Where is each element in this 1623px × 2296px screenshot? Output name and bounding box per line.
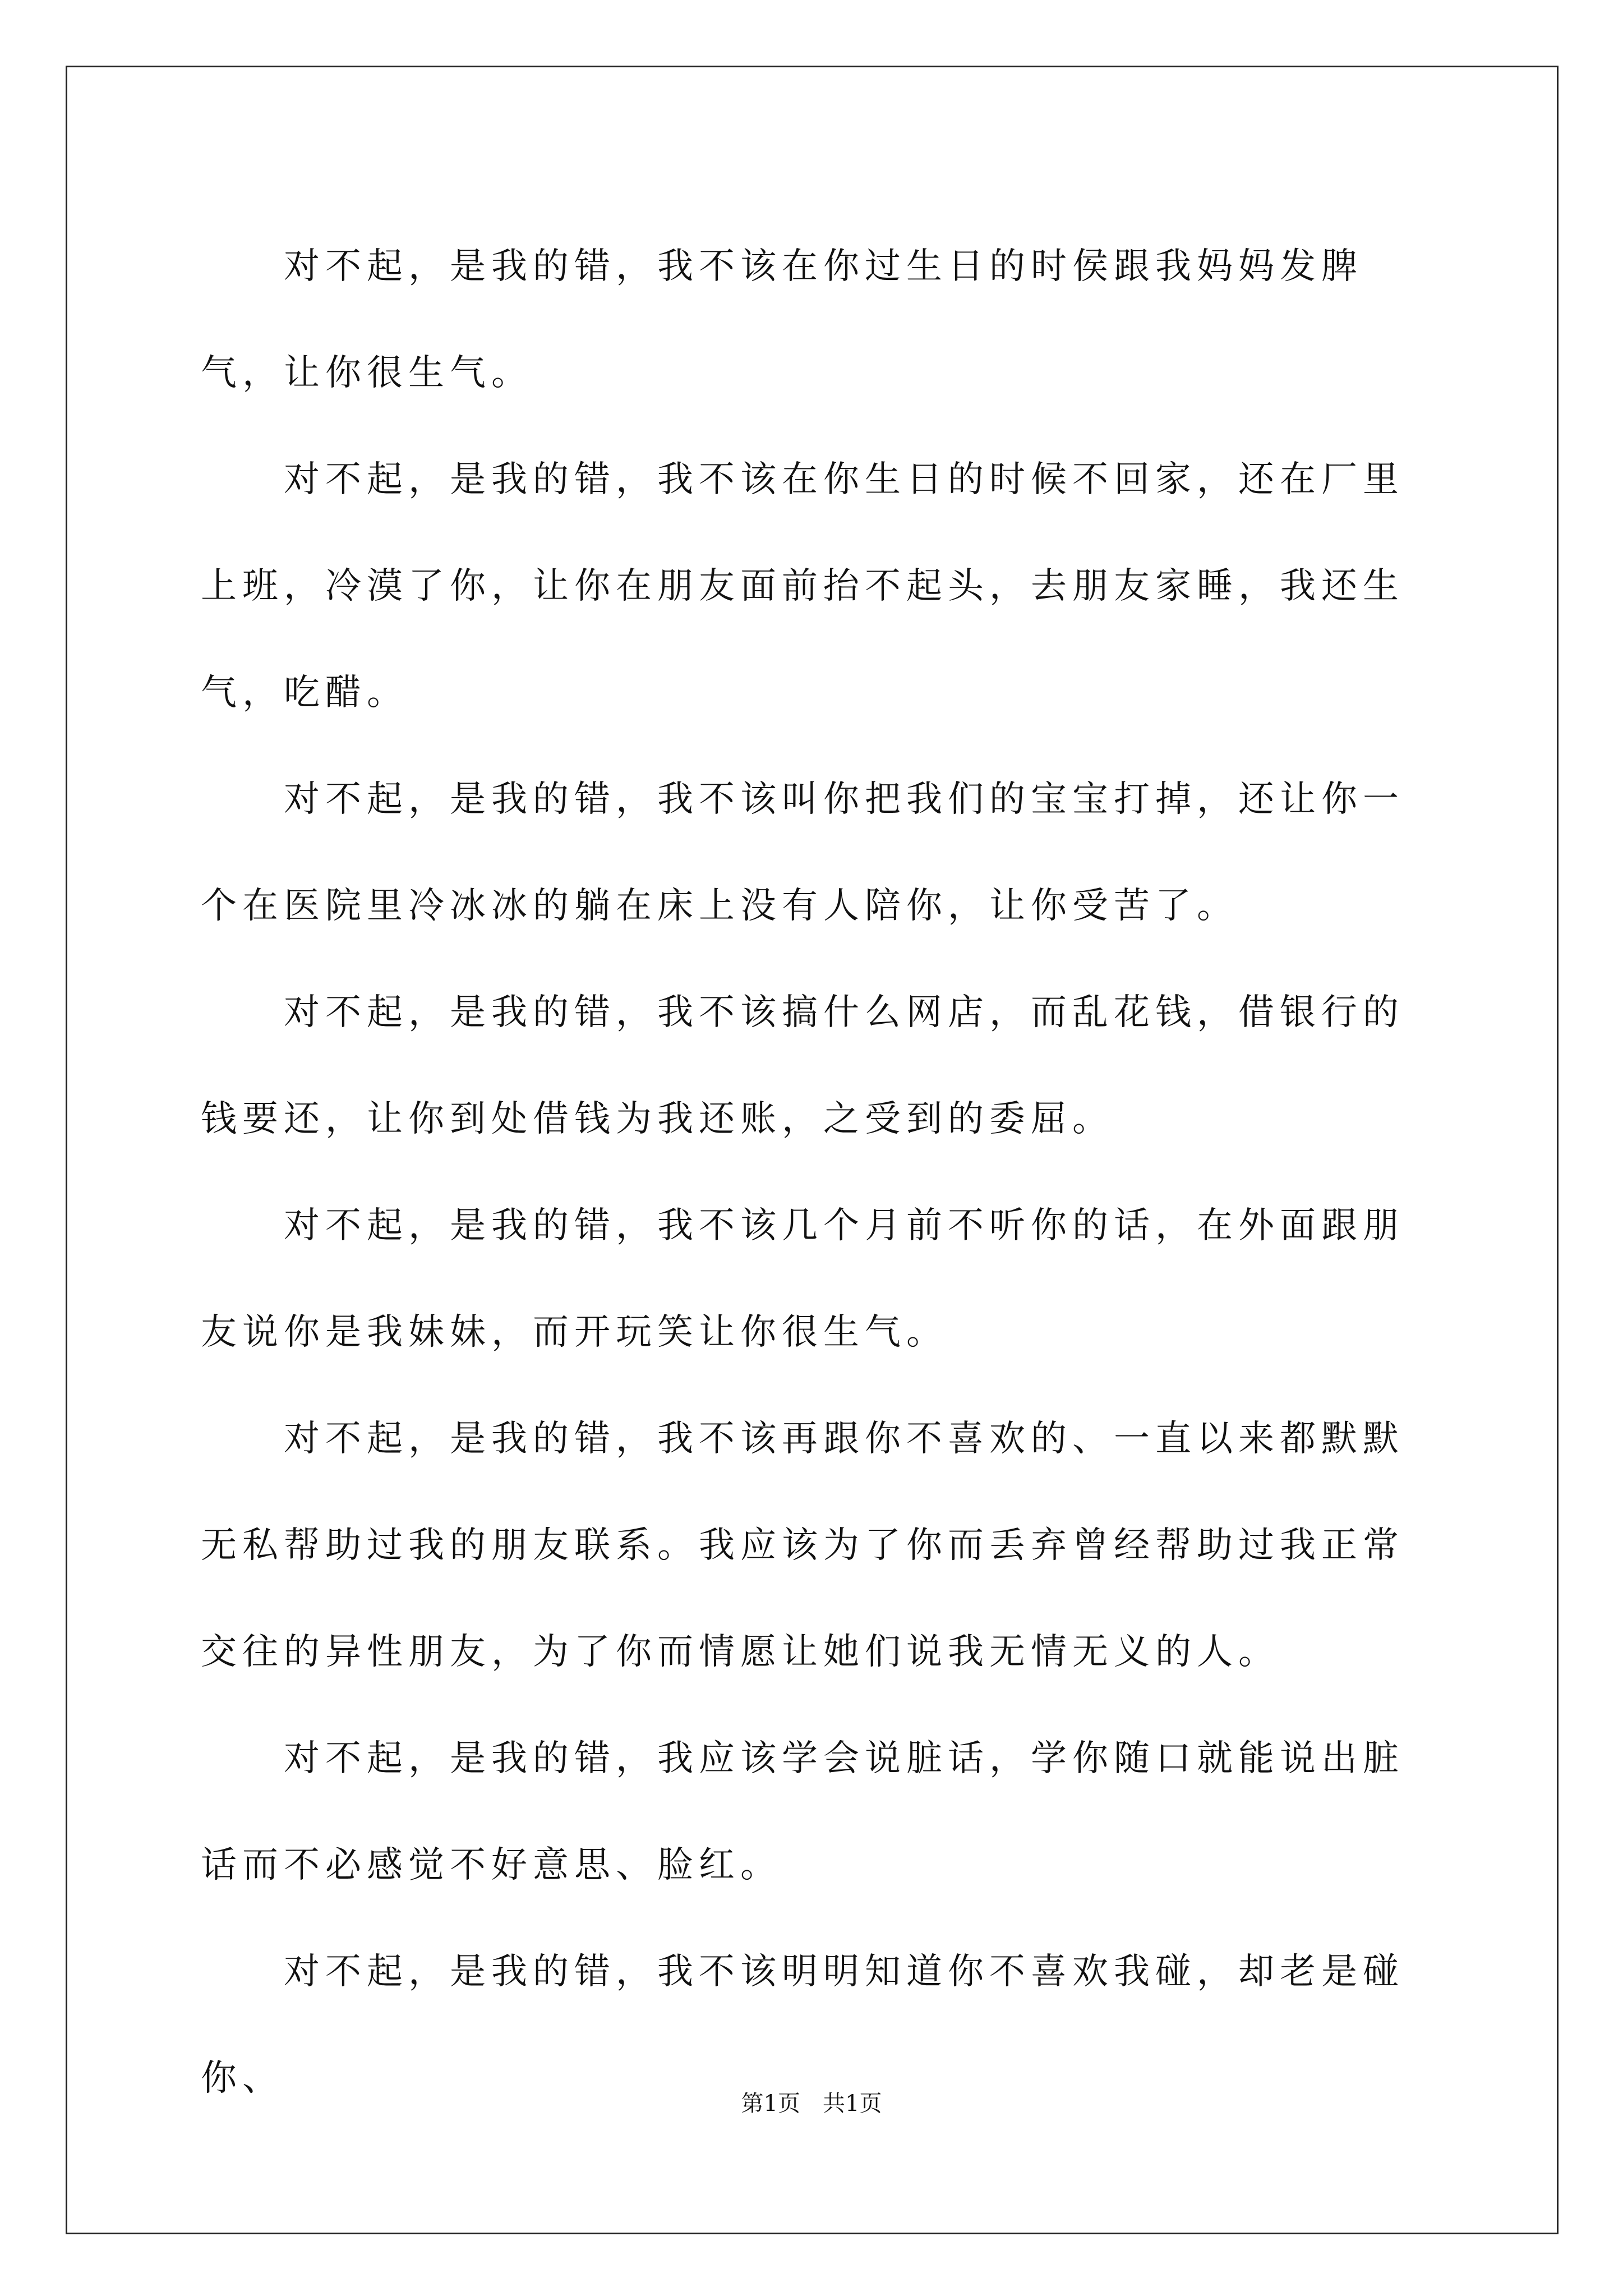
paragraph: 对不起，是我的错，我不该叫你把我们的宝宝打掉，还让你一个在医院里冷冰冰的躺在床上没有人陪你，让你受苦了。: [201, 779, 1404, 927]
document-body: [201, 213, 1429, 2132]
paragraph: 对不起，是我的错，我不该几个月前不听你的话，在外面跟朋友说你是我妹妹，而开玩笑让你很生气。: [201, 1205, 1404, 1353]
paragraph: 对不起，是我的错，我不该再跟你不喜欢的、一直以来都默默无私帮助过我的朋友联系。我应该为了你而丢弃曾经帮助过我正常交往的异性朋友，为了你而情愿让她们说我无情无义的人。: [201, 1418, 1404, 1673]
paragraph: 对不起，是我的错，我不该在你生日的时候不回家，还在厂里上班，冷漠了你，让你在朋友面前抬不起头，去朋友家睡，我还生气，吃醋。: [201, 459, 1404, 714]
paragraph: 对不起，是我的错，我不该在你过生日的时侯跟我妈妈发脾气，让你很生气。: [201, 246, 1363, 394]
page-number-footer: 第1页 共1页: [741, 2091, 882, 2116]
paragraph: 对不起，是我的错，我不该搞什么网店，而乱花钱，借银行的钱要还，让你到处借钱为我还账，之受到的委屈。: [201, 992, 1404, 1140]
paragraph: 对不起，是我的错，我不该明明知道你不喜欢我碰，却老是碰你、: [201, 1951, 1404, 2099]
paragraph: 对不起，是我的错，我应该学会说脏话，学你随口就能说出脏话而不必感觉不好意思、脸红。: [201, 1738, 1404, 1886]
